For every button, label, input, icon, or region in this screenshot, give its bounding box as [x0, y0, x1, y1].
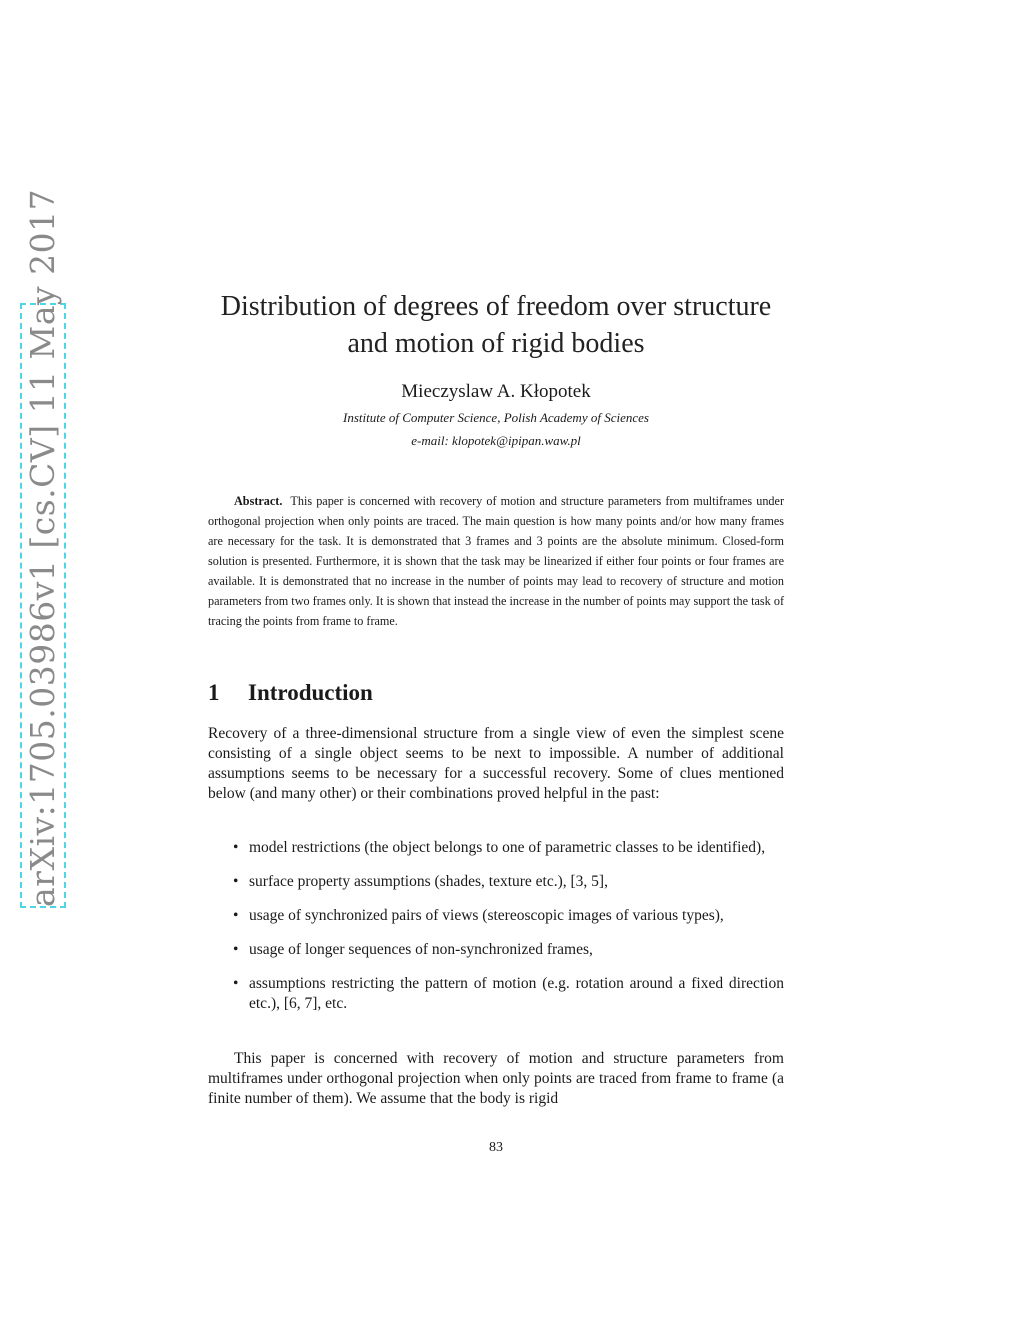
section-title: Introduction — [248, 680, 373, 705]
paper-title-line-2: and motion of rigid bodies — [347, 328, 645, 359]
intro-paragraph-2: This paper is concerned with recovery of motion and structure parameters from multiframes under orthogonal projection when only points are traced from frame to frame (a finite number of them). We assume that the body is rigid — [208, 1050, 784, 1107]
list-item: • model restrictions (the object belongs to one of parametric classes to be identified), — [233, 839, 766, 856]
bullet-icon: • — [233, 907, 239, 924]
section-number: 1 — [208, 680, 220, 705]
bullet-icon: • — [233, 975, 239, 992]
bullet-icon: • — [233, 941, 239, 958]
paper-title — [200, 288, 792, 362]
author-affiliation: Institute of Computer Science, Polish Academy of Sciences — [343, 410, 649, 425]
abstract-label: Abstract. — [234, 494, 283, 508]
page-number: 83 — [489, 1140, 503, 1155]
paper-title-line-1: Distribution of degrees of freedom over structure — [220, 291, 772, 322]
author-email: e-mail: klopotek@ipipan.waw.pl — [411, 433, 581, 448]
bullet-icon: • — [233, 873, 239, 890]
clue-list — [230, 838, 784, 1028]
bullet-icon: • — [233, 839, 239, 856]
intro-paragraph-1: Recovery of a three-dimensional structure from a single view of even the simplest scene consisting of a single object seems to be next to impossible. A number of additional assumptions seems to be necessary for a successful recovery. Some of clues mentioned below (and many other) or their combinations proved helpful in the past: — [208, 725, 784, 802]
author-name: Mieczyslaw A. Kłopotek — [401, 381, 591, 402]
abstract-text: This paper is concerned with recovery of motion and structure parameters from multiframes under orthogonal projection when only points are traced. The main question is how many points and/or how many frames are necessary for the task. It is demonstrated that 3 frames and 3 points are the absolute minimum. Closed-form solution is presented. Furthermore, it is shown that the task may be linearized if either four points or four frames are available. It is demonstrated that no increase in the number of points may lead to recovery of structure and motion parameters from two frames only. It is shown that instead the increase in the number of points may support the task of tracing the points from frame to frame. — [208, 494, 784, 628]
section-heading — [208, 678, 373, 708]
list-item: • usage of synchronized pairs of views (stereoscopic images of various types), — [233, 907, 724, 924]
list-item: • usage of longer sequences of non-synchronized frames, — [233, 941, 593, 958]
abstract — [208, 491, 784, 631]
list-item: • assumptions restricting the pattern of motion (e.g. rotation around a fixed direction etc.), [6, 7], etc. — [233, 975, 784, 1012]
list-item: • surface property assumptions (shades, texture etc.), [3, 5], — [233, 873, 608, 890]
arxiv-identifier: arXiv:1705.03986v1 [cs.CV] 11 May 2017 — [23, 188, 62, 907]
